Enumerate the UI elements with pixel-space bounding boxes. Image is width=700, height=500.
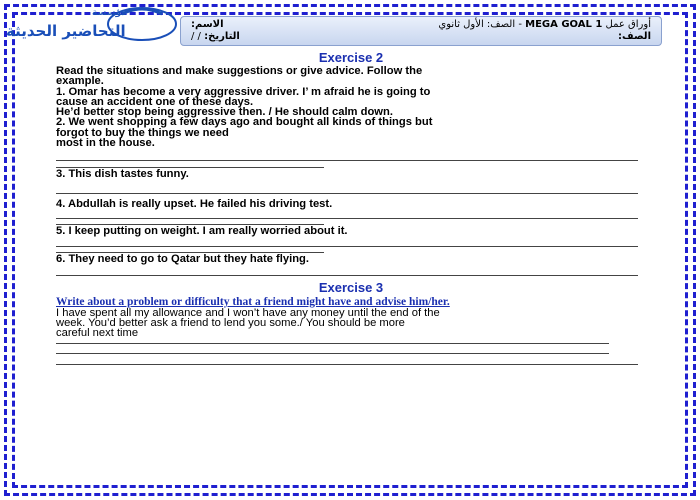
item4: 4. Abdullah is really upset. He failed his driving test. [56,197,333,210]
answer-line[interactable] [56,364,638,365]
logo-org-small: مؤسسة [92,8,127,18]
item3: 3. This dish tastes funny. [56,168,189,181]
exercise3-example-line3: careful next time [56,327,139,340]
grade-label: الصف: الأول ثانوي [438,18,516,30]
worksheet-label: أوراق عمل [605,18,651,30]
item1-line1: 1. Omar has become a very aggressive driver. I’ m afraid he is going to [56,85,431,98]
exercise3-example-line2: week. You’d better ask a friend to lend you some./ You should be more [56,316,405,329]
header-title-group [438,19,651,30]
logo-org-name: التحاضير الحديثة [6,22,126,40]
date-label: التاريخ: [204,30,240,42]
exercise2-title: Exercise 2 [318,50,384,65]
exercise3-example-line1: I have spent all my allowance and I won’t have any money until the end of the [56,306,440,319]
item1-line2: cause an accident one of these days. [56,95,254,108]
worksheet-content [56,50,646,365]
title-dash: - [518,18,522,30]
name-label: الاسم: [191,18,224,30]
exercise2-instruction-line1: Read the situations and make suggestions or give advice. Follow the [56,65,423,77]
exercise2-instruction-line2: example. [56,75,104,88]
item5: 5. I keep putting on weight. I am really worried about it. [56,224,348,237]
header-bar [180,16,662,46]
logo [2,2,180,46]
item2-line2: forgot to buy the things we need [56,126,229,139]
item6: 6. They need to go to Qatar but they hate flying. [56,253,309,266]
header-row-top [191,18,651,30]
exercise3-title: Exercise 3 [318,279,384,295]
date-group [191,31,240,42]
exercise3-instruction: Write about a problem or difficulty that a friend might have and advise him/her. [56,295,450,308]
book-title: MEGA GOAL 1 [525,18,603,30]
header-row-bottom [191,30,651,42]
item1-answer: He’d better stop being aggressive then. / He should calm down. [56,106,393,119]
item2-line3: most in the house. [56,137,155,150]
class-label: الصف: [618,30,651,42]
date-blank: / / [191,30,201,42]
item2-line1: 2. We went shopping a few days ago and bought all kinds of things but [56,116,433,129]
